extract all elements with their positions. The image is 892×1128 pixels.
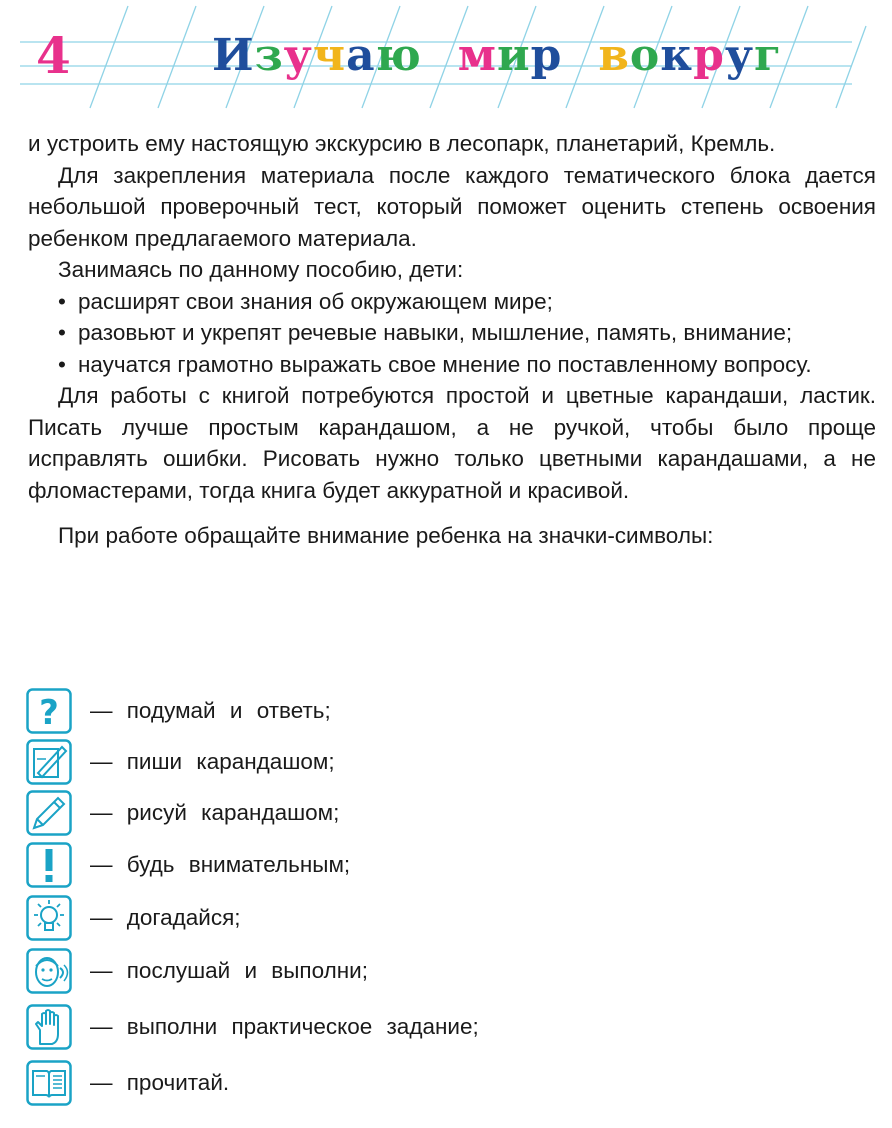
paragraph-2: Для закрепления материала после каждого тематического блока дается небольшой проверочный тест, который поможет оценить степень освоения ребенком предлагаемого материала. [28, 162, 876, 251]
page-body [28, 128, 876, 552]
symbol-label: — пиши карандашом; [90, 749, 335, 774]
list-item-text: разовьют и укрепят речевые навыки, мышление, память, внимание; [78, 320, 793, 345]
book-icon [26, 1060, 72, 1106]
bullet-list [28, 286, 876, 381]
draw-pencil-icon [26, 790, 72, 836]
symbol-row [26, 790, 626, 838]
title-letter: г [754, 30, 782, 81]
page-header [0, 0, 892, 118]
symbol-row [26, 895, 626, 943]
hand-icon [26, 1004, 72, 1050]
symbols-intro: При работе обращайте внимание ребенка на значки-символы: [58, 523, 714, 548]
title-letter: к [660, 30, 694, 81]
title-word [212, 30, 422, 81]
list-item [28, 286, 876, 318]
paragraph-3: Занимаясь по данному пособию, дети: [58, 257, 464, 282]
book-title [212, 28, 818, 84]
svg-text:?: ? [39, 693, 59, 733]
title-letter: ю [375, 30, 422, 81]
symbol-label: — подумай и ответь; [90, 698, 331, 723]
question-icon [26, 688, 72, 734]
title-letter: у [724, 30, 754, 81]
title-letter: в [598, 30, 630, 81]
title-letter: И [212, 30, 255, 81]
title-word [598, 30, 782, 81]
bullet-marker: • [58, 320, 66, 345]
paragraph-4: Для работы с книгой потребуются простой и цветные карандаши, ластик. Писать лучше простым карандашом, а не ручкой, чтобы было проще исправлять ошибки. Рисовать нужно только цветными карандашами, а не фломастерами, тогда книга будет аккуратной и красивой. [28, 383, 876, 503]
page-number: 4 [36, 26, 71, 85]
write-pencil-icon [26, 739, 72, 785]
list-item [28, 349, 876, 381]
title-letter: у [283, 30, 313, 81]
symbol-row [26, 1060, 626, 1108]
title-letter: а [346, 30, 376, 81]
title-letter: р [693, 30, 725, 81]
symbol-row [26, 739, 626, 787]
symbol-row [26, 842, 626, 890]
symbol-label: — прочитай. [90, 1070, 230, 1095]
paragraph-1: и устроить ему настоящую экскурсию в лесопарк, планетарий, Кремль. [28, 131, 776, 156]
symbol-row [26, 1004, 626, 1052]
symbol-row [26, 688, 626, 736]
list-item-text: научатся грамотно выражать свое мнение по поставленному вопросу. [78, 351, 812, 377]
title-letter: ч [312, 30, 347, 81]
symbol-label: — догадайся; [90, 905, 241, 930]
symbol-label: — послушай и выполни; [90, 958, 368, 983]
title-word [458, 30, 563, 81]
bullet-marker: • [58, 351, 66, 377]
title-letter: и [496, 30, 531, 81]
exclamation-icon [26, 842, 72, 888]
list-item [28, 317, 876, 349]
symbol-label: — будь внимательным; [90, 852, 351, 877]
symbol-label: — выполни практическое задание; [90, 1014, 479, 1039]
title-letter: р [530, 30, 563, 81]
symbol-row [26, 948, 626, 996]
symbol-label: — рисуй карандашом; [90, 800, 340, 825]
list-item-text: расширят свои знания об окружающем мире; [78, 288, 553, 314]
listen-face-icon [26, 948, 72, 994]
title-letter: з [254, 30, 284, 81]
title-letter: о [629, 30, 661, 81]
bullet-marker: • [58, 288, 66, 314]
title-letter: м [457, 30, 497, 81]
lightbulb-icon [26, 895, 72, 941]
